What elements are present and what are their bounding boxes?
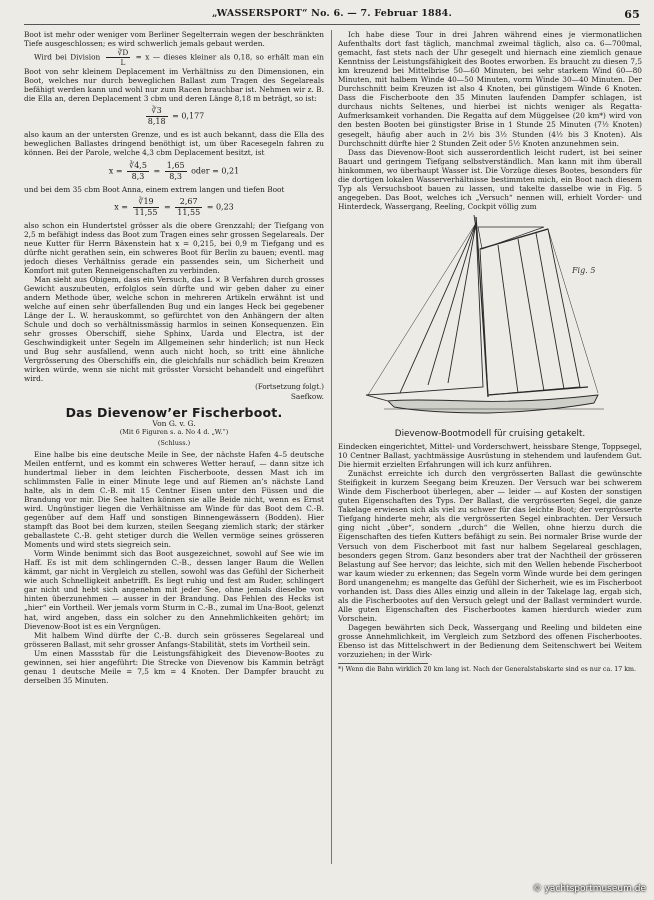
figure-label: Fig. 5 bbox=[572, 265, 596, 275]
paragraph: also schon ein Hundertstel grösser als die obere Grenzzahl; der Tiefgang von 2,5 m befähigt indess das Boot zum Tragen eines sehr grossen Segelareals. Der neue Kutter für Herrn Bäxenstein hat x = 0,215, bei 0,9 m Tiefgang und es dürfte nicht gerathen sein, ein schweres Boot für Berlin zu bauen; eventl. mag jedoch dieses Verhältniss gerade ein passendes sein, um Sicherheit und Komfort mit guten Renneigenschaften zu verbinden. bbox=[24, 220, 324, 275]
paragraph: Dagegen bewährten sich Deck, Wassergang und Reeling und bildeten eine grosse Annehmlichkeit, im Vergleich zum Setzbord des offenen Fischerbootes. Ebenso ist das Mittelschwert in der Bedienung dem Seitenschwert bei Weitem vorzuziehen; in der Wirk- bbox=[338, 622, 642, 660]
footnote: *) Wenn die Bahn wirklich 20 km lang ist. Nach der Generalstabskarte sind es nur ca. 17 km. bbox=[338, 666, 637, 674]
paragraph: Boot ist mehr oder weniger vom Berliner Segelterrain wegen der beschränkten Tiefe ausgeschlossen; es wird schwerlich jemals gebaut werden. bbox=[24, 30, 324, 49]
author-signature: Saefkow. bbox=[290, 392, 324, 402]
running-header bbox=[24, 8, 640, 24]
paragraph: Man sieht aus Obigem, dass ein Versuch, das L × B Verfahren durch grosses Gewicht auszubeuten, erfolglos sein dürfte und wir geben daher zu einer andern Methode über, welche schon in mehreren Artikeln erwähnt ist und welche auf einen sehr überfallenden Bug und ein langes Heck bei gegebener Länge der L. W. herauskommt, so gefürchtet von den Anhängern der alten Schule und doch so verhältnissmässig harmlos in seinen Konsequenzen. Ein sehr grosses Oberschiff, siehe Sphinx, Uarda und Electra, ist der Geschwindigkeit unter Segeln im Allgemeinen sehr hinderlich; ist nun Heck und Bug sehr ausfallend, wenn auch nicht hoch, so tritt eine ähnliche Vergrösserung des Oberschiffs ein, die gleichfalls nur schädlich beim Kreuzen wirken würde, wenn sie nicht mit grösster Vorsicht behandelt und eingeführt wird. bbox=[24, 274, 324, 384]
formula-anna: x = $\frac{∛19}{11,55}$ = $\frac{2,67}{11,55}$ = 0,23 bbox=[114, 196, 234, 217]
formula-parole: x = $\frac{∛4,5}{8,3}$ = $\frac{1,65}{8,3}$ oder = 0,21 bbox=[108, 160, 240, 181]
paragraph: Um einen Massstab für die Leistungsfähigkeit des Dievenow-Bootes zu gewinnen, sei hier angeführt: Die Strecke von Dievenow bis Kammin beträgt genau 1 deutsche Meile = 7,5 km = 4 Knoten. Der Dampfer braucht zu derselben 35 Minuten. bbox=[24, 648, 324, 685]
formula-ella: $\frac{∛3}{8,18}$ = 0,177 bbox=[147, 106, 205, 127]
article-title: Das Dievenow’er Fischerboot. bbox=[65, 404, 283, 420]
right-column bbox=[338, 30, 642, 874]
running-title: „WASSERSPORT“ No. 6. — 7. Februar 1884. bbox=[212, 8, 452, 19]
figures-note: (Mit 6 Figuren s. a. No 4 d. „W.“) bbox=[119, 427, 229, 436]
sailboat-illustration bbox=[348, 215, 628, 428]
boat-figure bbox=[338, 215, 642, 428]
paragraph: und bei dem 35 cbm Boot Anna, einem extrem langen und tiefen Boot bbox=[24, 184, 285, 194]
paragraph: Mit halbem Wind dürfte der C.-B. durch sein grösseres Segelareal und grösseren Ballast, mit sehr grosser Anfangs-Stabilität, stets im Vortheil sein. bbox=[24, 630, 324, 649]
conclusion-note: (Schluss.) bbox=[157, 438, 191, 447]
formula-fraction: $\frac{∛D}{L}$ bbox=[106, 48, 131, 67]
paragraph: Dass das Dievenow-Boot sich ausserordentlich leicht rudert, ist bei seiner Bauart und geringem Tiefgang selbstverständlich. Man kann mit ihm überall hinkommen, wo überhaupt Wasser ist. Die Vorzüge dieses Bootes, besonders für die dortigen lokalen Wasserverhältnisse bestimmten mich, ein Boot nach diesem Typ als Versuchsboot bauen zu lassen, und takelte dasselbe wie in Fig. 5 angegeben. Das Boot, welches ich „Versuch“ nennen will, erhielt Vorder- und Hinterdeck, Wassergang, Reeling, Cockpit völlig zum bbox=[338, 147, 642, 211]
page-number: 65 bbox=[624, 8, 640, 21]
paragraph: Eindecken eingerichtet, Mittel- und Vorderschwert, heissbare Stenge, Toppsegel, 10 Centner Ballast, yachtmässige Ausrüstung in stehendem und laufendem Gut. Die hiermit erzielten Erfahrungen will ich kurz anführen. bbox=[338, 441, 642, 470]
column-divider bbox=[331, 30, 332, 864]
paragraph: Vorm Winde benimmt sich das Boot ausgezeichnet, sowohl auf See wie im Haff. Es ist mit dem schlingernden C.-B., dessen langer Baum die Wellen kämmt, gar nicht in Vergleich zu stellen, sowohl was das Gefühl der Sicherheit wie auch Schnelligkeit anbetrifft. Es liegt ruhig und fest am Ruder, schlingert gar nicht und hebt sich angenehm mit jeder See, ohne jemals dieselbe von hinten überzunehmen — ausser in der Brandung. Das Fehlen des Hecks ist „hier“ ein Vortheil. Wer jemals vorm Sturm in C.-B., zumal im Una-Boot, gelenzt hat, wird angeben, dass ein solcher zu den Annehmlichkeiten gehört; im Dievenow-Boot ist es ein Vergnügen. bbox=[24, 549, 324, 631]
paragraph: Ich habe diese Tour in drei Jahren während eines je viermonatlichen Aufenthalts dort fast täglich, manchmal zweimal täglich, also ca. 6—700mal, gemacht, fast stets nach der Uhr gesegelt und hiernach eine ziemlich genaue Kenntniss der Leistungsfähigkeit des Bootes erworben. Es braucht zu diesen 7,5 km kreuzend bei Mittelbrise 50—60 Minuten, bei sehr starkem Wind 60—80 Minuten, mit halbem Winde 40—50 Minuten, vorm Winde 30—40 Minuten. Der Durchschnitt beim Kreuzen ist also 4 Knoten, bei günstigem Winde 6 Knoten. Dass die Fischerboote den 35 Minuten laufenden Dampfer schlagen, ist durchaus nichts Seltenes, und hierbei ist nichts weniger als Regatta-Aufmerksamkeit vorhanden. Die Regatta auf dem Müggelsee (20 km*) wird von den besten Booten bei günstigster Brise in 1 Stunde 25 Minuten (7½ Knoten) gesegelt, häufig aber auch in 2½ bis 3½ Stunden (4½ bis 3 Knoten). Als Durchschnitt dürfte hier 2 Stunden Zeit oder 5½ Knoten anzunehmen sein. bbox=[338, 30, 642, 148]
continuation-note: (Fortsetzung folgt.) bbox=[255, 383, 324, 392]
paragraph: Wird bei Division $\frac{∛D}{L}$ = x — dieses kleiner als 0,18, so erhält man ein Boot von sehr kleinem Deplacement im Verhältniss zu den Dimensionen, ein Boot, welches nur durch beweglichen Ballast zum Tragen des Segelareals befähigt werden kann und wohl nur zum Racen brauchbar ist. Nehmen wir z. B. die Ella an, deren Deplacement 3 cbm und deren Länge 8,18 m beträgt, so ist: bbox=[24, 48, 324, 104]
article-author: Von G. v. G. bbox=[152, 418, 196, 428]
paragraph: also kaum an der untersten Grenze, und es ist auch bekannt, dass die Ella des beweglichen Ballastes dringend benöthigt ist, um über Racesegeln fahren zu können. Bei der Parole, welche 4,3 cbm Deplacement besitzt, ist bbox=[24, 130, 324, 158]
figure-caption: Dievenow-Bootmodell für cruising getakelt. bbox=[394, 428, 586, 439]
header-rule bbox=[24, 24, 640, 25]
paragraph: Zunächst erreichte ich durch den vergrösserten Ballast die gewünschte Steifigkeit in kurzem Seegang beim Kreuzen. Der Versuch war bei schwerem Winde dem Fischerboot überlegen, aber — leider — auf Kosten der sonstigen guten Eigenschaften des Typs. Der Ballast, die vergrösserten Segel, die ganze Takelage erwiesen sich als viel zu schwer für das leichte Boot; der vergrösserte Tiefgang hinderte mehr, als die vergrösserten Segel einbrachten. Der Versuch ging nicht „über“, sondern „durch“ die Wellen, ohne hierzu durch die Eigenschaften des tiefen Kutters befähigt zu sein. Bei normaler Brise wurde der Versuch von dem Fischerboot mit fast nur halbem Segelareal geschlagen, besonders gegen Strom. Ganz besonders aber trat der Nachtheil der grösseren Belastung auf See hervor; das leichte, sich mit den Wellen hebende Fischerboot war kaum wieder zu erkennen; das Segeln vorm Winde wurde bei dem geringen Bord unangenehm; es mangelte das Gefühl der Sicherheit, wie es im Fischerboot vorhanden ist. Dass dies Alles einzig und allein in der Takelage lag, ergab sich, als die Fischerbootes auf den Versuch gelegt und der Ballast vermindert wurde. Alle guten Eigenschaften des Fischerbootes kamen hierdurch wieder zum Vorschein. bbox=[338, 469, 642, 623]
watermark: © yachtsportmuseum.de bbox=[532, 884, 646, 894]
paragraph: Eine halbe bis eine deutsche Meile in See, der nächste Hafen 4–5 deutsche Meilen entfernt, und es kommt ein schweres Wetter herauf, — dann sitze ich hundertmal lieber in dem leichten Fischerboote, dessen Mast ich im schlimmsten Falle in einer Minute lege und auf Riemen an’s nächste Land halte, als in dem C.-B. mit 15 Centner Eisen unter den Füssen und die Brandung vor mir. Die See halten können sie alle Beide nicht, wenn es Ernst wird. Ungünstiger liegen die Verhältnisse am Winde für das Boot dem C.-B. gegenüber auf dem Haff und sonstigen Binnengewässern (Bodden). Hier stampft das Boot bei dem kurzen, steilen Seegang ziemlich stark; der stärker geballastete C.-B. geht stetiger durch die Wellen vermöge seines grösseren Moments und wird stets siegreich sein. bbox=[24, 449, 324, 550]
left-column bbox=[24, 30, 324, 874]
footnote-rule bbox=[338, 663, 428, 664]
